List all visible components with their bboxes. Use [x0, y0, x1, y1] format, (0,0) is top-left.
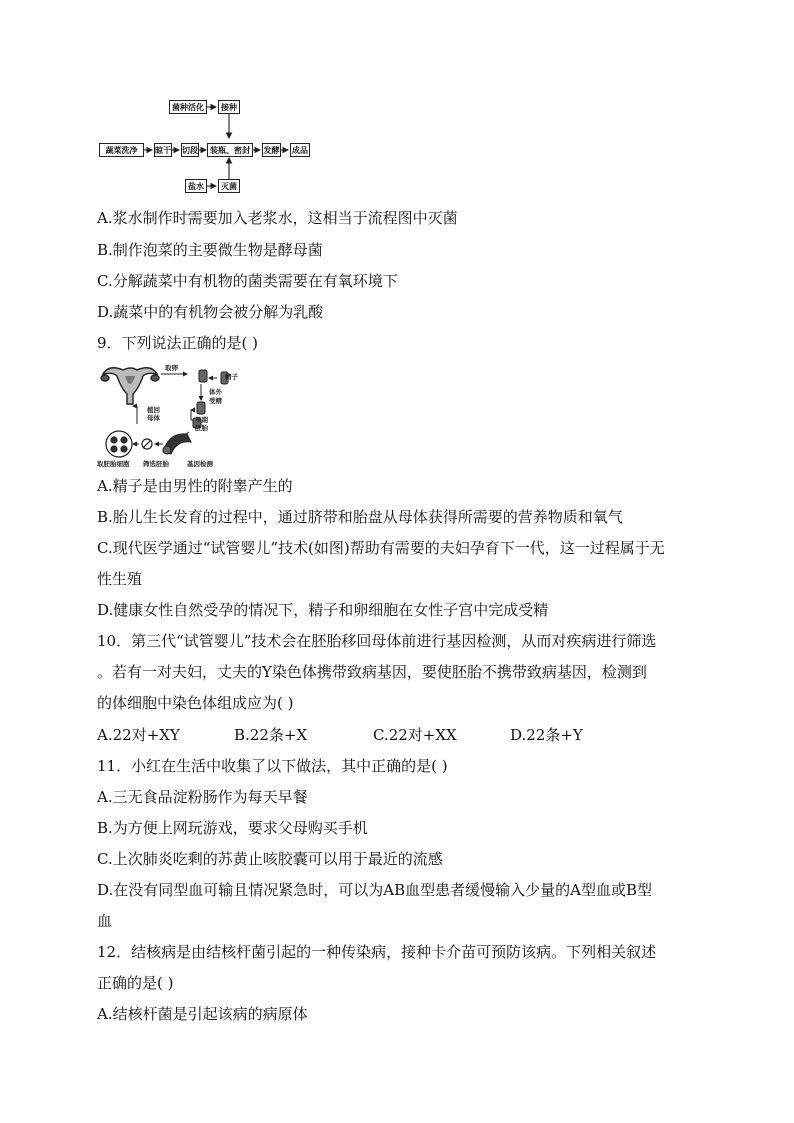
flow-box-inoculate: 接种 [218, 100, 240, 114]
q9-option-c-line2: 性生殖 [97, 570, 143, 588]
cap-transfer-1: 植回 [147, 406, 160, 414]
q9-option-b: B.胎儿生长发育的过程中，通过脐带和胎盘从母体获得所需要的营养物质和氧气 [97, 508, 623, 526]
q12-stem-line1: 12．结核病是由结核杆菌引起的一种传染病，接种卡介苗可预防该病。下列相关叙述 [97, 943, 657, 961]
flow-box-ferment: 发酵 [262, 143, 281, 157]
q10-option-d: D.22条+Y [510, 726, 583, 744]
q8-option-b: B.制作泡菜的主要微生物是酵母菌 [97, 241, 323, 259]
q10-option-a: A.22对+XY [97, 726, 180, 744]
q9-option-c-line1: C.现代医学通过“试管婴儿”技术(如图)帮助有需要的夫妇孕育下一代，这一过程属于无 [97, 539, 665, 557]
ivf-drawing [97, 362, 237, 470]
q11-option-d-line1: D.在没有同型血可输且情况紧急时，可以为AB血型患者缓慢输入少量的A型血或B型 [97, 881, 652, 899]
cap-screen: 筛选胚胎 [143, 460, 169, 468]
cap-gene-test: 基因检测 [187, 460, 213, 468]
cap-transfer-2: 母体 [147, 414, 160, 422]
q9-stem: 9．下列说法正确的是( ) [97, 334, 259, 352]
q10-option-b: B.22条+X [234, 726, 308, 744]
q11-option-c: C.上次肺炎吃剩的苏黄止咳胶囊可以用于最近的流感 [97, 850, 443, 868]
screen-embryo-icon [142, 439, 152, 449]
q11-option-b: B.为方便上网玩游戏，要求父母购买手机 [97, 819, 368, 837]
cap-take-cells: 取胚胎细胞 [97, 460, 130, 468]
q8-option-d: D.蔬菜中的有机物会被分解为乳酸 [97, 303, 324, 321]
flow-box-jar: 装瓶、密封 [207, 143, 253, 157]
flow-box-product: 成品 [290, 143, 310, 157]
q9-option-d: D.健康女性自然受孕的情况下，精子和卵细胞在女性子宫中完成受精 [97, 601, 549, 619]
embryo-cells-icon [106, 431, 132, 457]
uterus-icon [101, 368, 159, 404]
q11-stem: 11．小红在生活中收集了以下做法，其中正确的是( ) [97, 757, 448, 775]
q8-option-a: A.浆水制作时需要加入老浆水，这相当于流程图中灭菌 [97, 209, 458, 227]
cap-early-embryo [195, 416, 208, 432]
flow-box-cut: 切段 [181, 143, 199, 157]
flow-box-brine: 盐水 [185, 179, 207, 193]
cap-egg: 取卵 [165, 364, 178, 372]
cap-early-1: 早期 [195, 416, 208, 424]
q10-option-c: C.22对+XX [373, 726, 457, 744]
ivf-figure [97, 362, 237, 470]
q11-option-d-line2: 血 [97, 912, 113, 930]
flow-box-sterilize: 灭菌 [218, 179, 240, 193]
q11-option-a: A.三无食品淀粉肠作为每天早餐 [97, 788, 308, 806]
pickle-flowchart [97, 96, 327, 196]
cap-ivf-1 [209, 388, 225, 406]
q9-option-a: A.精子是由男性的附睾产生的 [97, 477, 293, 495]
cap-sperm: 精子 [225, 373, 238, 381]
q10-stem-line3: 的体细胞中染色体组成应为( ) [97, 694, 294, 712]
q10-stem-line1: 10．第三代“试管婴儿”技术会在胚胎移回母体前进行基因检测，从而对疾病进行筛选 [97, 632, 657, 650]
cap-ivf: 体外受精 [209, 388, 222, 405]
q8-option-c: C.分解蔬菜中有机物的菌类需要在有氧环境下 [97, 272, 398, 290]
flow-box-wash: 蔬菜洗净 [99, 143, 144, 157]
q12-stem-line2: 正确的是( ) [97, 974, 174, 992]
cap-early-2: 胚胎 [195, 424, 208, 432]
gene-test-icon [163, 434, 191, 454]
flow-box-dry: 晾干 [154, 143, 172, 157]
cap-transfer [147, 406, 160, 422]
q10-stem-line2: 。若有一对夫妇，丈夫的Y染色体携带致病基因，要使胚胎不携带致病基因，检测到 [97, 663, 647, 681]
q12-option-a: A.结核杆菌是引起该病的病原体 [97, 1005, 308, 1023]
flow-box-activate: 菌种活化 [169, 100, 207, 114]
